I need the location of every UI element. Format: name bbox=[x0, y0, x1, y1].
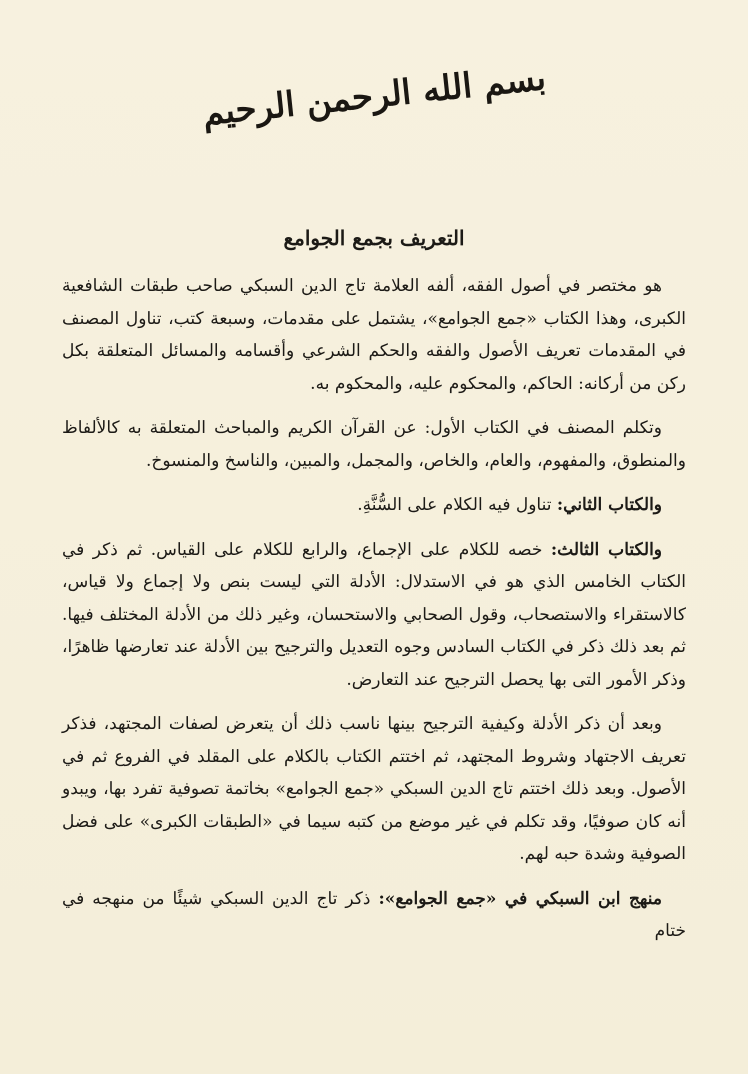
section-title: التعريف بجمع الجوامع bbox=[283, 226, 465, 250]
paragraph-1: هو مختصر في أصول الفقه، ألفه العلامة تاج الدين السبكي صاحب طبقات الشافعية الكبرى، وهذا الكتاب «جمع الجوامع»، يشتمل على مقدمات، وسبعة كتب، تناول المصنف في المقدمات تعريف الأصول والفقه والحكم الشرعي وأقسامه والمسائل المتعلقة بكل ركن من أركانه: الحاكم، والمحكوم عليه، والمحكوم به. bbox=[62, 276, 686, 394]
paragraph-2: وتكلم المصنف في الكتاب الأول: عن القرآن الكريم والمباحث المتعلقة به كالألفاظ والمنطوق، والمفهوم، والعام، والخاص، والمجمل، والمبين، والناسخ والمنسوخ. bbox=[62, 418, 686, 471]
body-text bbox=[62, 270, 686, 960]
basmala-calligraphy bbox=[0, 58, 748, 134]
paragraph-lead: والكتاب الثاني: bbox=[556, 495, 662, 515]
paragraph-lead: منهج ابن السبكي في «جمع الجوامع»: bbox=[378, 888, 662, 909]
paragraph-5: وبعد أن ذكر الأدلة وكيفية الترجيح بينها ناسب ذلك أن يتعرض لصفات المجتهد، فذكر تعريف الاجتهاد وشروط المجتهد، ثم اختتم الكتاب بالكلام على المقلد في الفروع ثم في الأصول. وبعد ذلك اختتم تاج الدين السبكي «جمع الجوامع» بخاتمة تصوفية تفرد بها، ويبدو أنه كان صوفيًا، وقد تكلم في غير موضع من كتبه سيما في «الطبقات الكبرى» على فضل الصوفية وشدة حبه لهم. bbox=[62, 714, 686, 864]
paragraph-4: والكتاب الثالث: خصه للكلام على الإجماع، والرابع للكلام على القياس. ثم ذكر في الكتاب الخامس الذي هو في الاستدلال: الأدلة التي ليست بنص ولا إجماع ولا قياس، كالاستقراء والاستصحاب، وقول الصحابي والاستحسان، وغير ذلك من الأدلة المختلف فيها. ثم بعد ذلك ذكر في الكتاب السادس وجوه التعديل والترجيح بين الأدلة عند تعارضها ظاهرًا، وذكر الأمور التى بها يحصل الترجيح عند التعارض. bbox=[62, 539, 686, 690]
basmala-text: بسم الله الرحمن الرحيم bbox=[200, 58, 548, 134]
paragraph-6: منهج ابن السبكي في «جمع الجوامع»: ذكر تاج الدين السبكي شيئًا من منهجه في ختام bbox=[62, 888, 686, 941]
paragraph-3: والكتاب الثاني: تناول فيه الكلام على السُّنَّةِ. bbox=[357, 495, 662, 515]
paragraph-lead: والكتاب الثالث: bbox=[550, 539, 662, 560]
